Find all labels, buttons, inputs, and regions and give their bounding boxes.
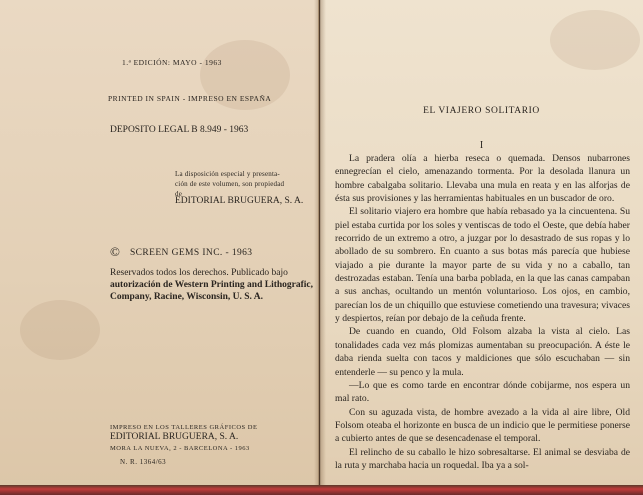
deposito-legal: DEPOSITO LEGAL B 8.949 - 1963 (110, 125, 249, 135)
book-gutter (314, 0, 326, 495)
editorial-name: EDITORIAL BRUGUERA, S. A. (110, 432, 239, 442)
address-line: MORA LA NUEVA, 2 - BARCELONA - 1963 (110, 445, 250, 452)
paper-stain (20, 300, 100, 360)
printed-line: PRINTED IN SPAIN - IMPRESO EN ESPAÑA (108, 94, 272, 103)
registro-number: N. R. 1364/63 (120, 458, 167, 466)
chapter-number: I (479, 140, 484, 151)
disposicion-line: ción de este volumen, son propiedad (175, 180, 285, 188)
paragraph: El relincho de su caballo le hizo sobresaltarse. El animal se desviaba de la ruta y marchaba hacia un roquedal. Iba ya a sol- (335, 446, 630, 471)
paper-stain (550, 10, 640, 70)
copyright-icon: © (110, 244, 120, 259)
paragraph: La pradera olía a hierba reseca o quemada. Densos nubarrones ennegrecían el cielo, amenazando tormenta. Por la desolada llanura un hombre cabalgaba solitario. Llevaba una mula en reata y en las alforjas de ésta sus provisiones y las herramientas habituales en un buscador de oro. (335, 153, 630, 205)
book-edge (0, 485, 643, 495)
edition-line: 1.ª EDICIÓN: MAYO - 1963 (122, 58, 222, 67)
paragraph: De cuando en cuando, Old Folsom alzaba la vista al cielo. Las tonalidades cada vez más plomizas aumentaban su preocupación. A éste le daba rienda suelta con tacos y maldiciones que sólo escuchaban — sin entenderle — su penco y la mula. (335, 326, 630, 378)
paragraph: El solitario viajero era hombre que había rebasado ya la cincuentena. Su piel estaba curtida por los soles y ventiscas de todo el Oeste, que debía haber recorrido de un extremo a otro, a juzgar por lo desastrado de sus ropas y lo abollado de su sombrero. En cuanto a sus botas más parecía que hubiese viajado a pie durante la mayor parte de su vida y no a caballo, tan destrozadas estaban. Tenía una barba poblada, en la que las canas campaban a sus anchas, ocultando un mentón voluntarioso. Los ojos, en cambio, parecían los de un chiquillo que estuviese cometiendo una travesura; vivaces y despiertos, reían por debajo de la ceñuda frente. (335, 206, 630, 325)
impreso-line: IMPRESO EN LOS TALLERES GRÁFICOS DE (110, 424, 258, 431)
reservados-line: autorización de Western Printing and Lithografic, (110, 280, 314, 290)
body-text (335, 152, 630, 472)
chapter-title: EL VIAJERO SOLITARIO (423, 106, 540, 116)
reservados-line: Reservados todos los derechos. Publicado bajo (110, 268, 288, 278)
paragraph: —Lo que es como tarde en encontrar dónde cobijarme, nos espera un mal rato. (335, 379, 630, 405)
disposicion-line: de (175, 190, 183, 198)
disposicion-line: La disposición especial y presenta- (175, 170, 280, 178)
left-page (0, 0, 319, 495)
copyright-line: SCREEN GEMS INC. - 1963 (130, 248, 253, 258)
paragraph: Con su aguzada vista, de hombre avezado a la vida al aire libre, Old Folsom oteaba el horizonte en busca de un indicio que le permitiese ponerse a cubierto antes de que se desencadenase el temporal. (335, 406, 630, 445)
editorial-name: EDITORIAL BRUGUERA, S. A. (175, 196, 304, 206)
right-page (320, 0, 643, 495)
reservados-line: Company, Racine, Wisconsin, U. S. A. (110, 292, 264, 302)
